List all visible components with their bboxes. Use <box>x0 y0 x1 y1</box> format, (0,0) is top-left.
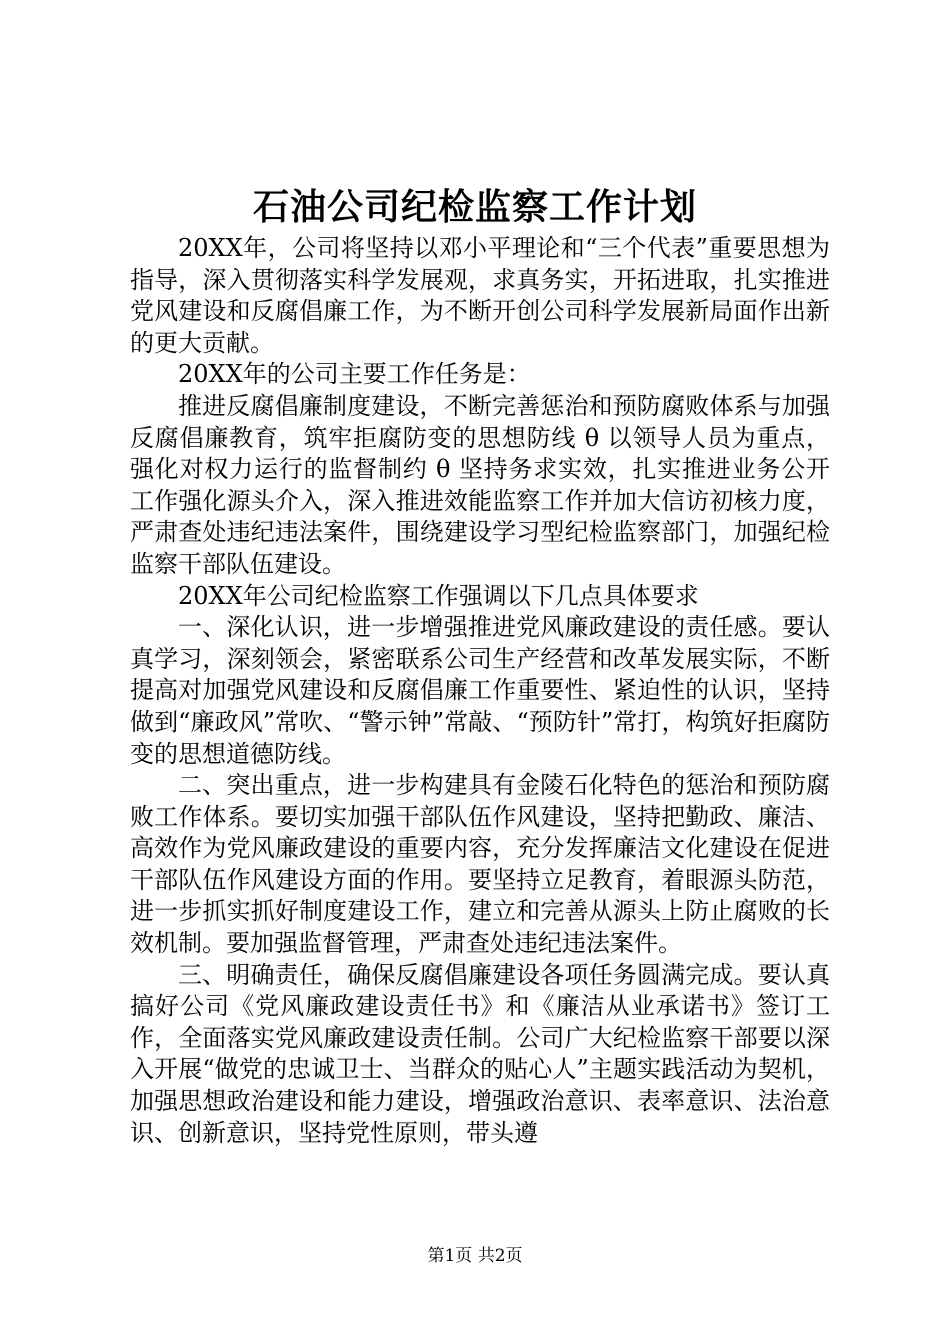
paragraph-requirement-3: 三、明确责任，确保反腐倡廉建设各项任务圆满完成。要认真搞好公司《党风廉政建设责任书》和《廉洁从业承诺书》签订工作，全面落实党风廉政建设责任制。公司广大纪检监察干部要以深入开展“做党的忠诚卫士、当群众的贴心人”主题实践活动为契机，加强思想政治建设和能力建设，增强政治意识、表率意识、法治意识、创新意识，坚持党性原则，带头遵 <box>130 960 830 1147</box>
paragraph-requirement-1: 一、深化认识，进一步增强推进党风廉政建设的责任感。要认真学习，深刻领会，紧密联系公司生产经营和改革发展实际，不断提高对加强党风建设和反腐倡廉工作重要性、紧迫性的认识，坚持做到“廉政风”常吹、“警示钟”常敲、“预防针”常打，构筑好拒腐防变的思想道德防线。 <box>130 613 830 768</box>
document-title: 石油公司纪检监察工作计划 <box>252 186 697 228</box>
page-number-footer: 第1页 共2页 <box>427 1246 523 1266</box>
paragraph-requirement-2: 二、突出重点，进一步构建具有金陵石化特色的惩治和预防腐败工作体系。要切实加强干部队伍作风建设，坚持把勤政、廉洁、高效作为党风廉政建设的重要内容，充分发挥廉洁文化建设在促进干部队伍作风建设方面的作用。要坚持立足教育，着眼源头防范，进一步抓实抓好制度建设工作，建立和完善从源头上防止腐败的长效机制。要加强监督管理，严肃查处违纪违法案件。 <box>130 771 830 958</box>
paragraph-main-tasks-heading: 20XX年的公司主要工作任务是： <box>178 360 531 389</box>
paragraph-main-tasks: 推进反腐倡廉制度建设，不断完善惩治和预防腐败体系与加强反腐倡廉教育，筑牢拒腐防变的思想防线 θ 以领导人员为重点，强化对权力运行的监督制约 θ 坚持务求实效，扎实推进业务公开工作强化源头介入，深入推进效能监察工作并加大信访初核力度，严肃查处违纪违法案件，围绕建设学习型纪检监察部门，加强纪检监察干部队伍建设。 <box>130 391 830 578</box>
document-body <box>130 233 830 1149</box>
paragraph-intro: 20XX年，公司将坚持以邓小平理论和“三个代表”重要思想为指导，深入贯彻落实科学发展观，求真务实，开拓进取，扎实推进党风建设和反腐倡廉工作，为不断开创公司科学发展新局面作出新的更大贡献。 <box>130 234 830 357</box>
paragraph-requirements-heading: 20XX年公司纪检监察工作强调以下几点具体要求 <box>178 581 699 610</box>
